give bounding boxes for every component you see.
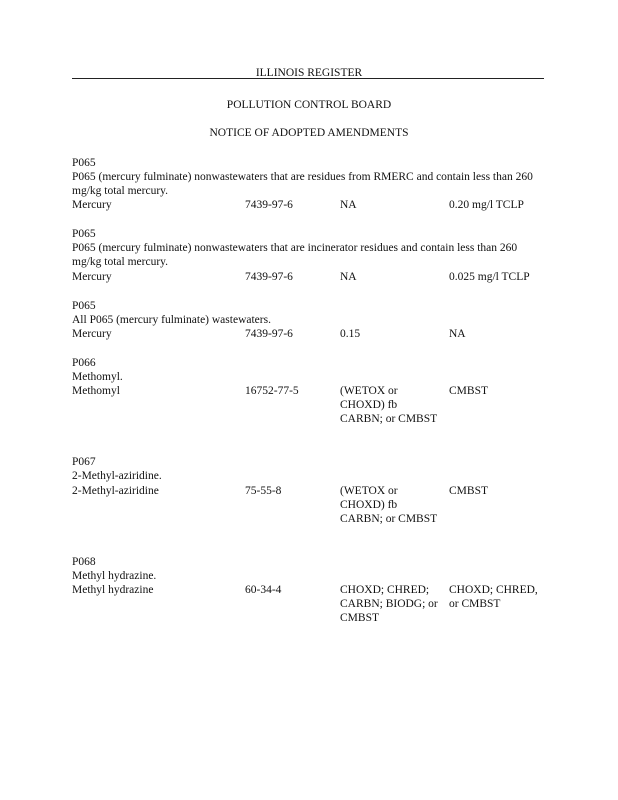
notice-title: NOTICE OF ADOPTED AMENDMENTS [209,127,409,139]
waste-code: P065 [72,228,96,240]
waste-code: P068 [72,556,96,568]
nonwastewater-standard: CMBST [449,485,488,497]
wastewater-standard: NA [340,199,357,211]
wastewater-standard: (WETOX or CHOXD) fb CARBN; or CMBST [340,385,438,425]
waste-description: P065 (mercury fulminate) nonwastewaters that are incinerator residues and contain less than 260 mg/kg total mercury. [72,242,518,268]
nonwastewater-standard: CHOXD; CHRED, or CMBST [449,584,538,610]
waste-code: P066 [72,357,96,369]
nonwastewater-standard: CMBST [449,385,488,397]
register-title: ILLINOIS REGISTER [255,67,363,79]
cas-number: 60-34-4 [245,584,282,596]
cas-number: 7439-97-6 [245,271,293,283]
constituent: Methomyl [72,385,120,397]
constituent: Mercury [72,328,112,340]
waste-code: P065 [72,157,96,169]
waste-description: 2-Methyl-aziridine. [72,470,162,482]
waste-description: P065 (mercury fulminate) nonwastewaters that are residues from RMERC and contain less than 260 mg/kg total mercury. [72,171,533,197]
cas-number: 75-55-8 [245,485,282,497]
waste-description: Methyl hydrazine. [72,570,157,582]
constituent: Mercury [72,199,112,211]
cas-number: 7439-97-6 [245,328,293,340]
nonwastewater-standard: 0.025 mg/l TCLP [449,271,530,283]
constituent: Mercury [72,271,112,283]
wastewater-standard: (WETOX or CHOXD) fb CARBN; or CMBST [340,485,438,525]
constituent: Methyl hydrazine [72,584,154,596]
wastewater-standard: 0.15 [340,328,361,340]
board-title: POLLUTION CONTROL BOARD [226,99,392,111]
wastewater-standard: NA [340,271,357,283]
waste-description: All P065 (mercury fulminate) wastewaters. [72,314,271,326]
nonwastewater-standard: NA [449,328,466,340]
cas-number: 7439-97-6 [245,199,293,211]
waste-code: P065 [72,300,96,312]
nonwastewater-standard: 0.20 mg/l TCLP [449,199,524,211]
waste-code: P067 [72,456,96,468]
constituent: 2-Methyl-aziridine [72,485,159,497]
waste-description: Methomyl. [72,371,123,383]
wastewater-standard: CHOXD; CHRED; CARBN; BIODG; or CMBST [340,584,438,624]
cas-number: 16752-77-5 [245,385,299,397]
